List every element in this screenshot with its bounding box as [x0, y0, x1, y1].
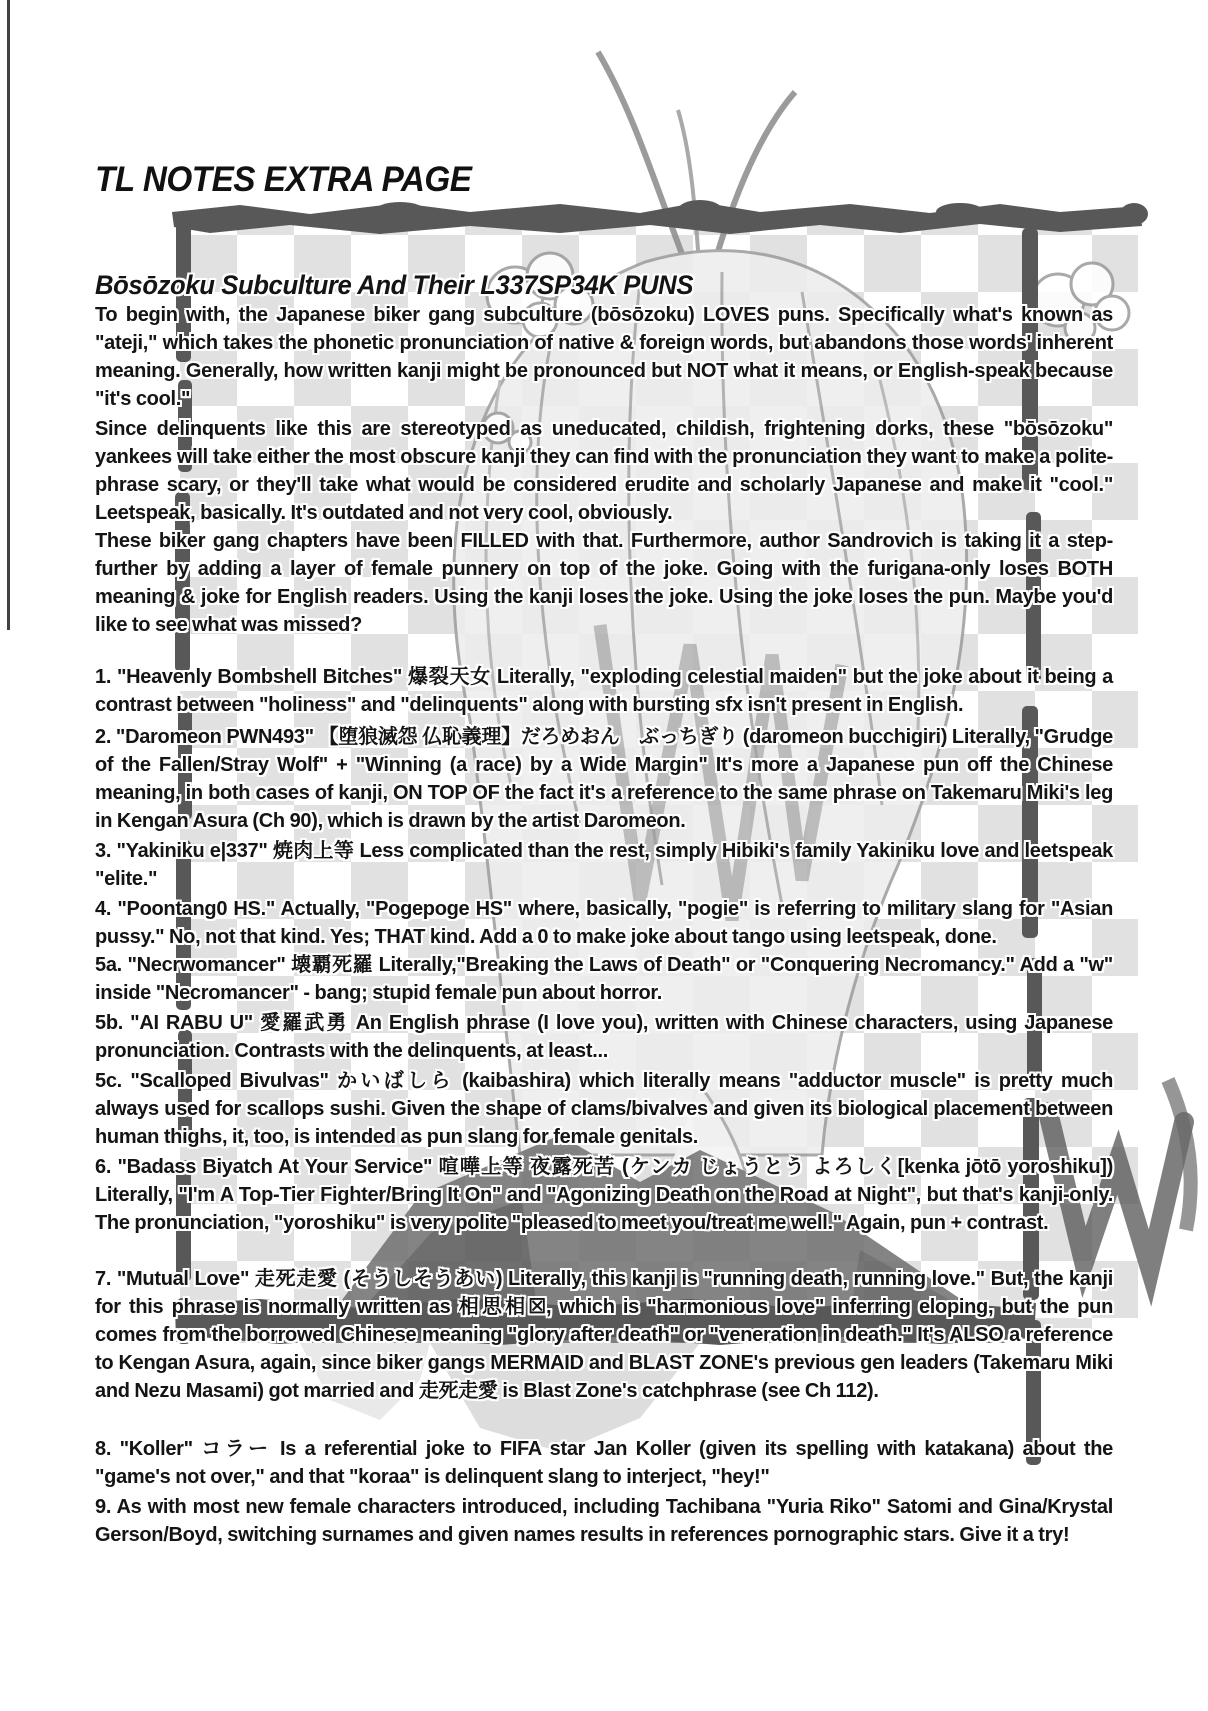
- note-number: 8.: [95, 1438, 112, 1460]
- intro-paragraph: These biker gang chapters have been FILLED with that. Furthermore, author Sandrovich is taking it a step-further by adding a layer of female punnery on top of the joke. Going with the furigana-only loses BOTH meaning & joke for English readers. Using the kanji loses the joke. Using the joke loses the pun. Maybe you'd like to see what was missed?: [95, 530, 1113, 636]
- note-text: "Heavenly Bombshell Bitches" 爆裂天女 Literally, "exploding celestial maiden" but the joke about it being a contrast between "holiness" and "delinquents" along with bursting sfx isn't present in English.: [95, 666, 1113, 716]
- tl-note-2: [95, 723, 1113, 835]
- note-number: 5c.: [95, 1070, 122, 1092]
- tl-note-5a: [95, 951, 1113, 1007]
- note-text: As with most new female characters introduced, including Tachibana "Yuria Riko" Satomi and Gina/Krystal Gerson/Boyd, switching surnames and given names results in references pornographic stars. Give it a try!: [95, 1496, 1113, 1546]
- note-text: "Poontang0 HS." Actually, "Pogepoge HS" where, basically, "pogie" is referring to military slang for "Asian pussy." No, not that kind. Yes; THAT kind. Add a 0 to make joke about tango using leetspeak, done.: [95, 898, 1113, 948]
- page-title: TL NOTES EXTRA PAGE: [95, 160, 472, 199]
- intro-paragraph: Since delinquents like this are stereotyped as uneducated, childish, frightening dorks, these "bōsōzoku" yankees will take either the most obscure kanji they can find with the pronunciation they want to make a polite-phrase scary, or they'll take what would be considered erudite and scholarly Japanese and make it "cool." Leetspeak, basically. It's outdated and not very cool, obviously.: [95, 418, 1113, 524]
- tl-note-4: [95, 895, 1113, 951]
- note-number: 4.: [95, 898, 112, 920]
- note-text: "Mutual Love" 走死走愛 (そうしそうあい) Literally, this kanji is "running death, running love." But, the kanji for this phrase is normally written as 相思相☒, which is "harmonious love" inferring eloping, but the pun comes from the borrowed Chinese meaning "glory after death" or "veneration in death." It's ALSO a reference to Kengan Asura, again, since biker gangs MERMAID and BLAST ZONE's previous gen leaders (Takemaru Miki and Nezu Masami) got married and 走死走愛 is Blast Zone's catchphrase (see Ch 112).: [95, 1268, 1113, 1402]
- tl-note-1: [95, 663, 1113, 719]
- note-number: 1.: [95, 666, 112, 688]
- note-number: 6.: [95, 1156, 112, 1178]
- intro-paragraph: To begin with, the Japanese biker gang subculture (bōsōzoku) LOVES puns. Specifically what's known as "ateji," which takes the phonetic pronunciation of native & foreign words, but abandons those words' inherent meaning. Generally, how written kanji might be pronounced but NOT what it means, or English-speak because "it's cool.": [95, 304, 1113, 410]
- note-text: "Badass Biyatch At Your Service" 喧嘩上等 夜露死苦 (ケンカ じょうとう よろしく[kenka jōtō yoroshiku]) Literally, "I'm A Top-Tier Fighter/Bring It On" and "Agonizing Death on the Road at Night", but that's kanji-only. The pronunciation, "yoroshiku" is very polite "pleased to meet you/treat me well." Again, pun + contrast.: [95, 1156, 1113, 1234]
- note-number: 5b.: [95, 1012, 123, 1034]
- section-heading: Bōsōzoku Subculture And Their L337SP34K PUNS: [95, 270, 694, 300]
- note-text: "AI RABU U" 愛羅武勇 An English phrase (I love you), written with Chinese characters, using Japanese pronunciation. Contrasts with the delinquents, at least...: [95, 1012, 1113, 1062]
- note-number: 3.: [95, 840, 112, 862]
- note-text: "Daromeon PWN493" 【堕狼滅怨 仏恥義理】だろめおん ぶっちぎり (daromeon bucchigiri) Literally, "Grudge of the Fallen/Stray Wolf" + "Winning (a race) by a Wide Margin" It's more a Japanese pun off the Chinese meaning, in both cases of kanji, ON TOP OF the fact it's a reference to the same phrase on Takemaru Miki's leg in Kengan Asura (Ch 90), which is drawn by the artist Daromeon.: [95, 726, 1113, 832]
- note-number: 9.: [95, 1496, 112, 1518]
- note-text: "Scalloped Bivulvas" かいばしら (kaibashira) which literally means "adductor muscle" is pretty much always used for scallops sushi. Given the shape of clams/bivalves and given its biological placement between human thighs, it, too, is intended as pun slang for female genitals.: [95, 1070, 1113, 1148]
- note-text: "Koller" コラー Is a referential joke to FIFA star Jan Koller (given its spelling with katakana) about the "game's not over," and that "koraa" is delinquent slang to interject, "hey!": [95, 1438, 1113, 1488]
- tl-note-5b: [95, 1009, 1113, 1065]
- note-number: 2.: [95, 726, 112, 748]
- tl-note-8: [95, 1435, 1113, 1491]
- note-number: 7.: [95, 1268, 112, 1290]
- tl-note-5c: [95, 1067, 1113, 1151]
- tl-note-7: [95, 1265, 1113, 1405]
- note-text: "Necrwomancer" 壊覇死羅 Literally,"Breaking the Laws of Death" or "Conquering Necromancy." Add a "w" inside "Necromancer" - bang; stupid female pun about horror.: [95, 954, 1113, 1004]
- tl-note-6: [95, 1153, 1113, 1237]
- tl-note-3: [95, 837, 1113, 893]
- note-text: "Yakiniku e|337" 焼肉上等 Less complicated than the rest, simply Hibiki's family Yakiniku love and leetspeak "elite.": [95, 840, 1113, 890]
- tl-note-9: [95, 1493, 1113, 1549]
- note-number: 5a.: [95, 954, 122, 976]
